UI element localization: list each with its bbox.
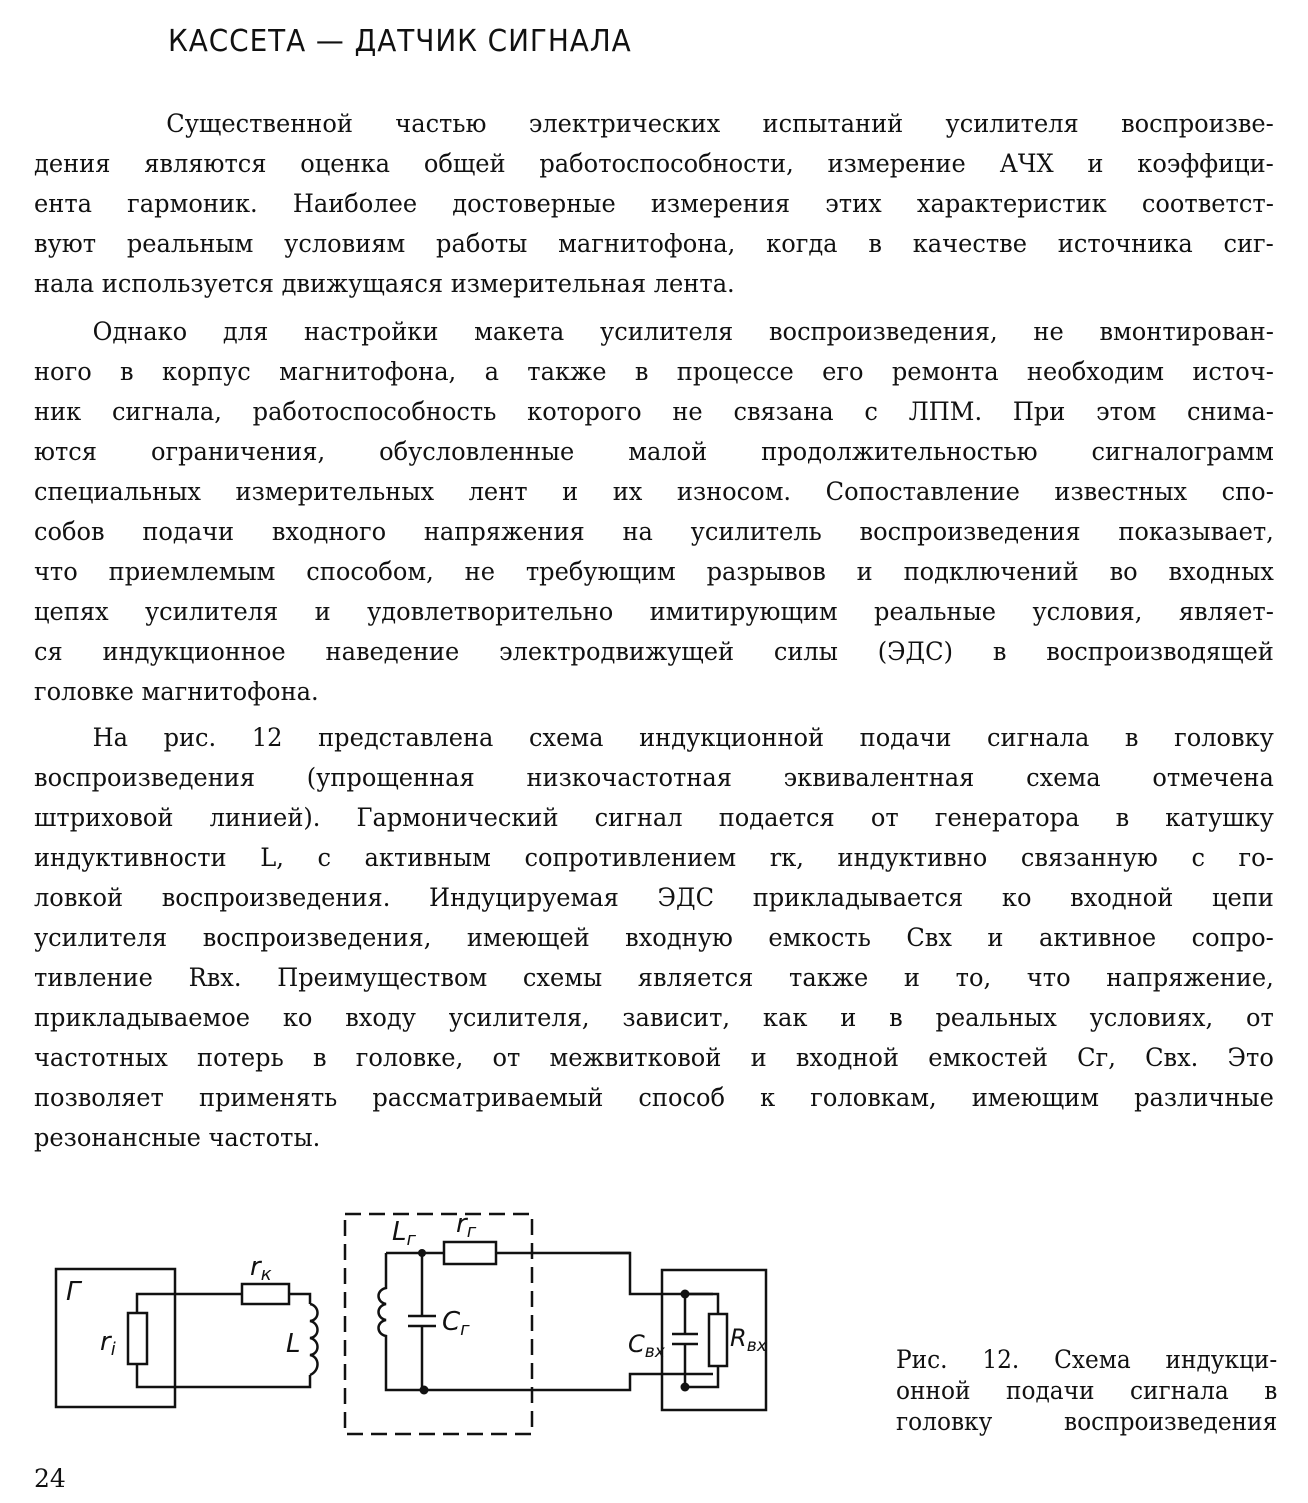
junction-dot [681,1290,690,1299]
caption-line: головку воспроизведения [896,1407,1278,1436]
caption-line: онной подачи сигнала в [896,1376,1278,1405]
label-ri: ri [100,1327,116,1360]
resistor-rk [242,1284,289,1304]
label-Lg: Lг [392,1217,416,1250]
text-line: воспроизведения (упрощенная низкочастотная эквивалентная схема отмечена [34,763,1274,793]
text-line: ента гармоник. Наиболее достоверные измерения этих характеристик соответст- [34,189,1274,219]
resistor-rg [444,1242,496,1264]
wire [137,1294,242,1313]
wire [685,1294,718,1314]
text-line: штриховой линией). Гармонический сигнал подается от генератора в катушку [34,803,1274,833]
text-line: головке магнитофона. [34,677,319,707]
junction-dot [681,1383,690,1392]
label-generator: Г [66,1277,81,1307]
label-L: L [286,1329,301,1359]
paragraph-1 [34,104,1274,304]
text-line: дения являются оценка общей работоспособности, измерение АЧХ и коэффици- [34,149,1274,179]
text-line: ловкой воспроизведения. Индуцируемая ЭДС прикладывается ко входной цепи [34,883,1274,913]
text-line: Существенной частью электрических испытаний усилителя воспроизве- [166,109,1274,139]
paragraph-3 [34,718,1274,1158]
text-line: нала используется движущаяся измерительная лента. [34,269,735,299]
junction-dot [418,1249,426,1257]
text-line: усилителя воспроизведения, имеющей входную емкость Cвх и активное сопро- [34,923,1274,953]
text-line: позволяет применять рассматриваемый способ к головкам, имеющим различные [34,1083,1274,1113]
text-line: цепях усилителя и удовлетворительно имитирующим реальные условия, являет- [34,597,1274,627]
text-line: специальных измерительных лент и их износом. Сопоставление известных спо- [34,477,1274,507]
label-Cg: Cг [442,1307,470,1340]
figure-caption [896,1344,1278,1437]
wire [685,1366,718,1387]
label-rg: rг [456,1209,477,1242]
wire [289,1294,310,1304]
label-Cvx: Cвх [628,1330,665,1362]
wire [600,1253,713,1294]
text-line: ются ограничения, обусловленные малой продолжительностью сигналограмм [34,437,1274,467]
text-line: собов подачи входного напряжения на усилитель воспроизведения показывает, [34,517,1274,547]
text-line: ся индукционное наведение электродвижущей силы (ЭДС) в воспроизводящей [34,637,1274,667]
paragraph-2 [34,312,1274,712]
equivalent-circuit-dashed-box [345,1214,532,1434]
label-rk: rк [250,1252,272,1285]
circuit-diagram [0,1180,880,1460]
inductor-L [310,1304,318,1375]
inductor-Lg [379,1253,421,1390]
resistor-Rvx [709,1314,727,1366]
junction-dot [420,1386,429,1395]
text-line: прикладываемое ко входу усилителя, зависит, как и в реальных условиях, от [34,1003,1274,1033]
caption-line: Рис. 12. Схема индукци- [896,1345,1278,1374]
text-line: тивление Rвх. Преимуществом схемы является также и то, что напряжение, [34,963,1274,993]
wire [137,1364,310,1387]
text-line: ник сигнала, работоспособность которого не связана с ЛПМ. При этом снима- [34,397,1274,427]
label-Rvx: Rвх [730,1324,767,1356]
page-number: 24 [34,1464,66,1493]
text-line: что приемлемым способом, не требующим разрывов и подключений во входных [34,557,1274,587]
text-line: Однако для настройки макета усилителя воспроизведения, не вмонтирован- [92,317,1274,347]
text-line: частотных потерь в головке, от межвитковой и входной емкостей Cг, Cвх. Это [34,1043,1274,1073]
text-line: резонансные частоты. [34,1123,321,1153]
text-line: вуют реальным условиям работы магнитофона, когда в качестве источника сиг- [34,229,1274,259]
text-line: индуктивности L, с активным сопротивлением rк, индуктивно связанную с го- [34,843,1274,873]
text-line: ного в корпус магнитофона, а также в процессе его ремонта необходим источ- [34,357,1274,387]
section-heading: КАССЕТА — ДАТЧИК СИГНАЛА [168,24,632,59]
resistor-ri [128,1313,147,1364]
text-line: На рис. 12 представлена схема индукционной подачи сигнала в головку [92,723,1274,753]
